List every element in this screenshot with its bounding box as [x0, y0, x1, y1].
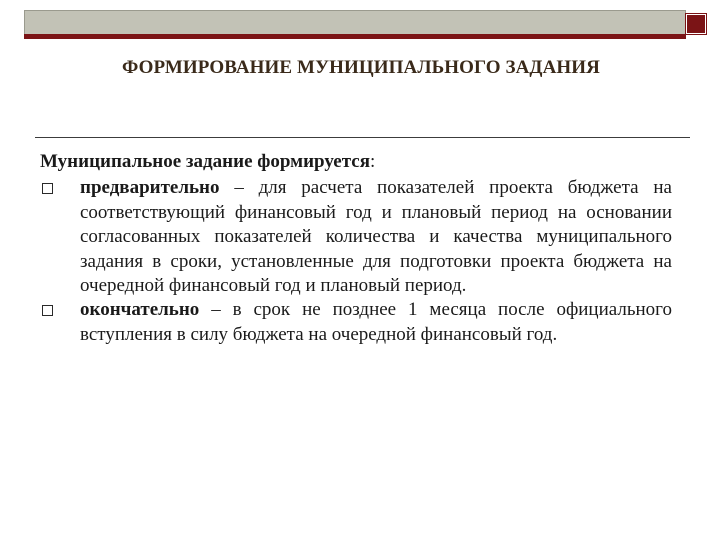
lead-bold-text: Муниципальное задание формируется [40, 151, 371, 172]
bullet-item [40, 298, 672, 347]
title-divider [35, 137, 690, 138]
slide-body [40, 150, 672, 347]
slide-title: ФОРМИРОВАНИЕ МУНИЦИПАЛЬНОГО ЗАДАНИЯ [122, 57, 600, 78]
bullet-term: предварительно [80, 177, 220, 199]
bullet-text [80, 176, 672, 298]
bullet-term: окончательно [80, 299, 200, 321]
bullet-description: – в срок не позднее 1 месяца после официального вступления в силу бюджета на очередной финансовый год. [80, 299, 672, 345]
corner-square-decoration [686, 14, 706, 34]
bullet-item [40, 176, 672, 298]
lead-colon: : [370, 151, 376, 172]
header-band [24, 10, 686, 36]
lead-sentence [40, 150, 672, 174]
hollow-square-bullet-icon [42, 183, 53, 194]
hollow-square-bullet-icon [42, 305, 53, 316]
bullet-description: – для расчета показателей проекта бюджета на соответствующий финансовый год и плановый период на основании согласованных показателей количества и качества муниципального задания в сроки, установленные для подготовки проекта бюджета на очередной финансовый год и плановый период. [80, 177, 672, 297]
bullet-text [80, 298, 672, 347]
header-accent-rule [24, 34, 686, 39]
